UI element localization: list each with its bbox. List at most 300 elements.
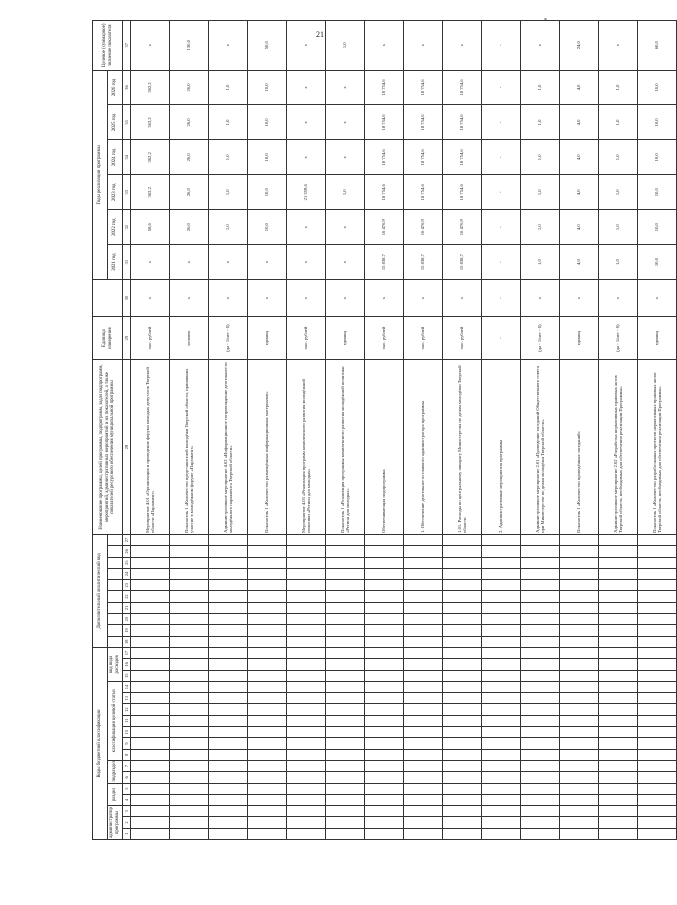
code-cell [170,727,209,738]
code-cell [560,693,599,704]
code-cell [170,693,209,704]
code-cell [443,783,482,794]
code-cell [170,659,209,670]
code-cell [326,557,365,568]
code-cell [443,760,482,771]
code-cell [521,602,560,613]
code-cell [365,636,404,647]
code-cell [482,614,521,625]
row-year-value: х [326,245,365,280]
code-cell [638,738,677,749]
row-year-value: 26,0 [170,210,209,245]
code-cell [209,670,248,681]
code-cell [638,749,677,760]
code-cell [638,534,677,545]
row-year-value: 362,2 [131,105,170,140]
column-number: 6 [123,772,131,783]
code-cell [521,580,560,591]
row-year-value: 26,0 [170,140,209,175]
row-year-value: х [287,140,326,175]
code-cell [365,783,404,794]
code-cell [209,704,248,715]
code-cell [365,647,404,658]
code-cell [287,794,326,805]
code-cell [365,794,404,805]
code-cell [287,568,326,579]
row-year-value: - [482,210,521,245]
code-cell [521,794,560,805]
code-cell [170,704,209,715]
header-year: 2022 год [108,210,123,245]
code-cell [287,534,326,545]
code-cell [599,727,638,738]
code-cell [521,806,560,817]
code-cell [521,738,560,749]
code-cell [560,636,599,647]
code-cell [209,715,248,726]
code-cell [404,749,443,760]
row-year-value: 1,0 [209,140,248,175]
code-cell [326,794,365,805]
code-cell [482,557,521,568]
code-cell [404,715,443,726]
row-year-value: 15 838,7 [443,245,482,280]
code-cell [404,693,443,704]
row-year-value: 1,0 [521,140,560,175]
code-cell [365,772,404,783]
row-year-value: 4,0 [560,70,599,105]
code-cell [638,715,677,726]
code-cell [521,727,560,738]
header-analytical-sub [108,557,123,568]
row-regional: х [404,280,443,317]
code-cell [287,783,326,794]
code-cell [404,828,443,839]
code-cell [404,772,443,783]
row-regional: х [599,280,638,317]
code-cell [248,568,287,579]
code-cell [482,659,521,670]
code-cell [521,693,560,704]
code-cell [248,749,287,760]
header-year: 2026 год [108,70,123,105]
code-cell [404,614,443,625]
code-cell [131,760,170,771]
code-cell [404,727,443,738]
code-cell [209,659,248,670]
code-cell [287,602,326,613]
code-cell [404,738,443,749]
row-year-value: 10,0 [248,210,287,245]
header-admin: администратор программы [108,806,123,840]
row-year-value: 15 838,7 [404,245,443,280]
table-row [131,21,170,840]
code-cell [248,727,287,738]
row-year-value: 10,0 [248,105,287,140]
code-cell [482,783,521,794]
code-cell [404,681,443,692]
row-name: 2. Административные мероприятия программы [482,360,521,535]
column-number: 7 [123,760,131,771]
code-cell [443,817,482,828]
row-target: х [365,21,404,71]
code-cell [599,749,638,760]
code-cell [248,625,287,636]
code-cell [287,625,326,636]
code-cell [521,636,560,647]
code-cell [560,772,599,783]
code-cell [443,580,482,591]
code-cell [365,659,404,670]
code-cell [170,715,209,726]
code-cell [209,625,248,636]
code-cell [560,659,599,670]
code-cell [326,546,365,557]
code-cell [482,591,521,602]
code-cell [209,557,248,568]
code-cell [170,806,209,817]
code-cell [404,794,443,805]
code-cell [131,670,170,681]
column-number: 13 [123,693,131,704]
code-cell [131,693,170,704]
code-cell [599,625,638,636]
code-cell [131,568,170,579]
code-cell [443,828,482,839]
code-cell [131,591,170,602]
row-unit: (да - 1/нет - 0) [599,317,638,360]
row-regional: х [638,280,677,317]
code-cell [521,557,560,568]
code-cell [560,614,599,625]
code-cell [131,704,170,715]
code-cell [209,546,248,557]
row-year-value: 58,6 [131,210,170,245]
code-cell [170,772,209,783]
row-year-value: х [287,245,326,280]
code-cell [131,727,170,738]
column-number: 35 [123,105,131,140]
code-cell [404,568,443,579]
code-cell [560,806,599,817]
code-cell [365,534,404,545]
code-cell [599,794,638,805]
code-cell [287,580,326,591]
code-cell [248,715,287,726]
header-target-article: классификация целевой статьи [108,681,123,760]
code-cell [443,602,482,613]
header-analytical-sub [108,534,123,545]
column-number: 10 [123,727,131,738]
rotated-page [92,20,662,840]
code-cell [521,704,560,715]
row-regional: х [287,280,326,317]
code-cell [287,557,326,568]
code-cell [482,749,521,760]
code-cell [170,681,209,692]
code-cell [560,546,599,557]
row-year-value: 1,0 [521,70,560,105]
code-cell [443,557,482,568]
row-year-value: 1,0 [599,140,638,175]
row-year-value: 4,0 [560,175,599,210]
code-cell [170,636,209,647]
code-cell [638,794,677,805]
code-cell [248,591,287,602]
code-cell [443,749,482,760]
code-cell [560,625,599,636]
code-cell [326,817,365,828]
code-cell [638,546,677,557]
code-cell [482,828,521,839]
row-unit: тыс. рублей [365,317,404,360]
code-cell [131,580,170,591]
table-row [326,21,365,840]
code-cell [131,534,170,545]
code-cell [365,580,404,591]
code-cell [443,670,482,681]
row-target: х [521,21,560,71]
code-cell [287,772,326,783]
column-number: 8 [123,749,131,760]
header-analytical-sub [108,614,123,625]
column-number: 23 [123,580,131,591]
row-year-value: х [287,105,326,140]
column-number: 17 [123,647,131,658]
row-year-value: 1,0 [599,105,638,140]
code-cell [404,760,443,771]
code-cell [209,772,248,783]
row-year-value: 18 754,6 [443,140,482,175]
code-cell [599,817,638,828]
header-section: раздел [108,783,123,806]
code-cell [482,681,521,692]
code-cell [638,760,677,771]
code-cell [404,806,443,817]
row-year-value: 18 754,6 [443,105,482,140]
row-target: - [482,21,521,71]
code-cell [638,557,677,568]
code-cell [560,681,599,692]
code-cell [365,749,404,760]
row-year-value: 1,0 [599,70,638,105]
row-year-value: - [482,105,521,140]
code-cell [170,760,209,771]
code-cell [248,557,287,568]
row-year-value: 18 754,6 [404,175,443,210]
row-year-value: 362,2 [131,175,170,210]
code-cell [326,659,365,670]
table-row [521,21,560,840]
column-number: 2 [123,817,131,828]
row-year-value: х [326,70,365,105]
code-cell [170,568,209,579]
code-cell [248,681,287,692]
code-cell [131,614,170,625]
row-regional: х [365,280,404,317]
code-cell [443,625,482,636]
row-year-value: х [326,105,365,140]
code-cell [170,670,209,681]
code-cell [209,783,248,794]
code-cell [560,557,599,568]
header-analytical-sub [108,546,123,557]
code-cell [638,828,677,839]
table-row [170,21,209,840]
row-name: Показатель 1 «Количество размещённых информационных материалов» [248,360,287,535]
code-cell [599,534,638,545]
code-cell [560,749,599,760]
header-analytical-sub [108,602,123,613]
row-target: 60,0 [638,21,677,71]
code-cell [209,760,248,771]
code-cell [638,693,677,704]
row-year-value: - [482,70,521,105]
row-year-value: х [287,210,326,245]
code-cell [443,647,482,658]
row-target: 1,0 [326,21,365,71]
code-cell [248,693,287,704]
code-cell [287,749,326,760]
code-cell [248,580,287,591]
code-cell [209,647,248,658]
code-cell [638,614,677,625]
code-cell [638,647,677,658]
code-cell [170,580,209,591]
code-cell [287,715,326,726]
row-year-value: х [170,245,209,280]
row-year-value: 10,0 [638,70,677,105]
table-row [482,21,521,840]
code-cell [638,602,677,613]
code-cell [287,670,326,681]
code-cell [482,704,521,715]
row-year-value: х [287,70,326,105]
code-cell [482,670,521,681]
row-year-value: 10,0 [638,210,677,245]
row-year-value: - [482,140,521,175]
code-cell [287,828,326,839]
code-cell [170,749,209,760]
code-cell [404,817,443,828]
code-cell [326,772,365,783]
row-unit: человек [170,317,209,360]
row-year-value: 362,2 [131,70,170,105]
column-number: 33 [123,175,131,210]
code-cell [599,670,638,681]
header-analytical-sub [108,625,123,636]
row-year-value: 10,0 [248,175,287,210]
header-expenses-type: код вида расходов [108,647,123,681]
row-regional: х [521,280,560,317]
table-row [560,21,599,840]
code-cell [326,614,365,625]
code-cell [209,727,248,738]
row-year-value: 4,0 [560,210,599,245]
row-year-value: 26,0 [170,70,209,105]
code-cell [209,693,248,704]
header-year: 2023 год [108,175,123,210]
table-row [287,21,326,840]
code-cell [287,614,326,625]
code-cell [521,670,560,681]
code-cell [131,715,170,726]
table-row [599,21,638,840]
code-cell [560,670,599,681]
code-cell [365,568,404,579]
code-cell [560,704,599,715]
code-cell [248,704,287,715]
code-cell [248,817,287,828]
code-cell [365,546,404,557]
row-year-value: 10,0 [638,105,677,140]
header-analytical-sub [108,568,123,579]
row-year-value: х [248,245,287,280]
row-regional: х [560,280,599,317]
code-cell [482,580,521,591]
column-number: 26 [123,546,131,557]
code-cell [365,806,404,817]
column-number: 16 [123,659,131,670]
code-cell [209,580,248,591]
row-year-value: 18 754,6 [404,70,443,105]
row-year-value: х [209,245,248,280]
code-cell [170,817,209,828]
corner-mark: * [544,18,547,24]
column-number: 34 [123,140,131,175]
code-cell [209,568,248,579]
row-year-value: 1,0 [209,210,248,245]
row-year-value: 362,2 [131,140,170,175]
code-cell [482,647,521,658]
code-cell [287,681,326,692]
code-cell [170,614,209,625]
column-number: 15 [123,670,131,681]
code-cell [638,591,677,602]
code-cell [521,783,560,794]
code-cell [443,794,482,805]
code-cell [365,715,404,726]
row-unit: единиц [560,317,599,360]
code-cell [560,568,599,579]
code-cell [560,817,599,828]
code-cell [365,591,404,602]
code-cell [443,591,482,602]
code-cell [170,783,209,794]
code-cell [443,715,482,726]
code-cell [326,828,365,839]
header-regional-note [93,280,123,317]
code-cell [248,534,287,545]
code-cell [170,602,209,613]
code-cell [638,670,677,681]
code-cell [638,681,677,692]
row-regional: х [248,280,287,317]
row-year-value: 10,0 [638,245,677,280]
row-year-value: 16 476,9 [443,210,482,245]
code-cell [443,636,482,647]
code-cell [443,659,482,670]
code-cell [326,749,365,760]
code-cell [482,806,521,817]
row-year-value: х [326,210,365,245]
code-cell [365,614,404,625]
code-cell [131,625,170,636]
row-target: 130,0 [170,21,209,71]
row-unit: (да - 1/нет - 0) [521,317,560,360]
code-cell [560,647,599,658]
row-year-value: - [482,245,521,280]
